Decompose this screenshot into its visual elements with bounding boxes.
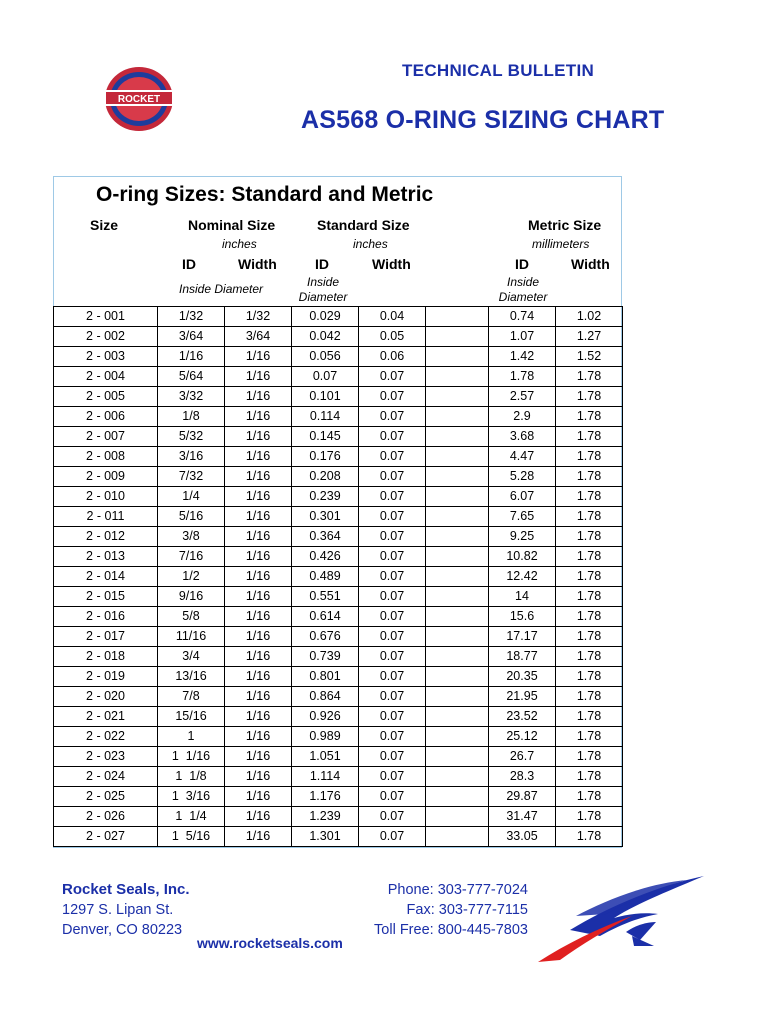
cell-size: 2 - 015 [54, 587, 158, 607]
cell-spacer [426, 647, 489, 667]
cell-metric-width: 1.78 [556, 807, 623, 827]
cell-nominal-id: 13/16 [158, 667, 225, 687]
table-row [54, 447, 623, 467]
cell-spacer [426, 827, 489, 847]
cell-metric-id: 6.07 [489, 487, 556, 507]
cell-spacer [426, 367, 489, 387]
cell-nominal-width: 1/16 [225, 647, 292, 667]
col-nominal-header: Nominal Size [188, 217, 276, 233]
table-row [54, 627, 623, 647]
table-row [54, 707, 623, 727]
cell-size: 2 - 011 [54, 507, 158, 527]
cell-nominal-id: 1 [158, 727, 225, 747]
cell-standard-width: 0.07 [359, 427, 426, 447]
cell-nominal-width: 1/16 [225, 607, 292, 627]
cell-spacer [426, 487, 489, 507]
cell-standard-width: 0.07 [359, 727, 426, 747]
cell-nominal-width: 1/16 [225, 787, 292, 807]
cell-metric-width: 1.78 [556, 667, 623, 687]
cell-nominal-id: 1/16 [158, 347, 225, 367]
table-row [54, 807, 623, 827]
cell-spacer [426, 347, 489, 367]
cell-metric-width: 1.78 [556, 427, 623, 447]
table-row [54, 587, 623, 607]
standard-width-header: Width [372, 256, 411, 272]
cell-size: 2 - 007 [54, 427, 158, 447]
table-row [54, 507, 623, 527]
cell-nominal-id: 1/8 [158, 407, 225, 427]
cell-metric-width: 1.78 [556, 567, 623, 587]
cell-nominal-id: 1 1/16 [158, 747, 225, 767]
table-row [54, 747, 623, 767]
cell-standard-width: 0.07 [359, 367, 426, 387]
cell-metric-width: 1.02 [556, 307, 623, 327]
cell-metric-id: 10.82 [489, 547, 556, 567]
cell-nominal-id: 3/4 [158, 647, 225, 667]
cell-nominal-width: 1/16 [225, 627, 292, 647]
cell-nominal-width: 1/16 [225, 767, 292, 787]
cell-metric-width: 1.27 [556, 327, 623, 347]
cell-standard-id: 0.864 [292, 687, 359, 707]
cell-metric-width: 1.78 [556, 687, 623, 707]
cell-nominal-width: 1/16 [225, 367, 292, 387]
cell-metric-id: 3.68 [489, 427, 556, 447]
cell-metric-id: 26.7 [489, 747, 556, 767]
cell-nominal-id: 3/32 [158, 387, 225, 407]
company-address [62, 880, 190, 940]
cell-standard-width: 0.07 [359, 667, 426, 687]
cell-spacer [426, 807, 489, 827]
cell-metric-width: 1.78 [556, 507, 623, 527]
cell-metric-id: 0.74 [489, 307, 556, 327]
cell-nominal-id: 7/8 [158, 687, 225, 707]
cell-metric-width: 1.78 [556, 487, 623, 507]
cell-metric-width: 1.78 [556, 647, 623, 667]
cell-metric-width: 1.78 [556, 707, 623, 727]
cell-standard-id: 0.176 [292, 447, 359, 467]
table-row [54, 827, 623, 847]
cell-standard-id: 1.176 [292, 787, 359, 807]
cell-standard-id: 0.739 [292, 647, 359, 667]
cell-metric-width: 1.78 [556, 607, 623, 627]
cell-standard-width: 0.07 [359, 587, 426, 607]
cell-nominal-id: 1 1/4 [158, 807, 225, 827]
cell-standard-width: 0.07 [359, 647, 426, 667]
cell-size: 2 - 006 [54, 407, 158, 427]
cell-standard-id: 0.614 [292, 607, 359, 627]
table-row [54, 727, 623, 747]
cell-nominal-width: 1/16 [225, 427, 292, 447]
cell-nominal-width: 1/16 [225, 827, 292, 847]
cell-nominal-width: 1/16 [225, 507, 292, 527]
cell-size: 2 - 014 [54, 567, 158, 587]
cell-metric-width: 1.78 [556, 367, 623, 387]
cell-standard-width: 0.07 [359, 447, 426, 467]
cell-size: 2 - 001 [54, 307, 158, 327]
table-row [54, 387, 623, 407]
cell-metric-width: 1.78 [556, 787, 623, 807]
cell-nominal-width: 1/16 [225, 667, 292, 687]
cell-size: 2 - 010 [54, 487, 158, 507]
col-size-header: Size [90, 217, 119, 233]
cell-metric-id: 4.47 [489, 447, 556, 467]
cell-spacer [426, 527, 489, 547]
cell-standard-width: 0.07 [359, 547, 426, 567]
cell-standard-width: 0.07 [359, 487, 426, 507]
cell-metric-id: 33.05 [489, 827, 556, 847]
cell-metric-width: 1.78 [556, 747, 623, 767]
cell-nominal-id: 5/32 [158, 427, 225, 447]
cell-size: 2 - 009 [54, 467, 158, 487]
cell-metric-id: 17.17 [489, 627, 556, 647]
cell-standard-width: 0.07 [359, 627, 426, 647]
cell-standard-id: 0.426 [292, 547, 359, 567]
cell-nominal-width: 1/16 [225, 687, 292, 707]
cell-standard-width: 0.07 [359, 467, 426, 487]
cell-metric-width: 1.78 [556, 827, 623, 847]
tollfree-number: Toll Free: 800-445-7803 [374, 922, 528, 938]
cell-nominal-width: 3/64 [225, 327, 292, 347]
cell-size: 2 - 018 [54, 647, 158, 667]
cell-nominal-width: 1/16 [225, 347, 292, 367]
cell-metric-width: 1.78 [556, 587, 623, 607]
cell-nominal-width: 1/16 [225, 407, 292, 427]
cell-standard-width: 0.06 [359, 347, 426, 367]
cell-standard-id: 0.489 [292, 567, 359, 587]
cell-metric-id: 23.52 [489, 707, 556, 727]
cell-nominal-width: 1/32 [225, 307, 292, 327]
cell-spacer [426, 767, 489, 787]
cell-standard-width: 0.07 [359, 827, 426, 847]
cell-size: 2 - 024 [54, 767, 158, 787]
cell-nominal-width: 1/16 [225, 587, 292, 607]
cell-nominal-id: 7/16 [158, 547, 225, 567]
nominal-id-header: ID [182, 256, 196, 272]
cell-spacer [426, 307, 489, 327]
cell-standard-id: 0.926 [292, 707, 359, 727]
cell-standard-id: 0.208 [292, 467, 359, 487]
table-row [54, 647, 623, 667]
cell-standard-id: 0.114 [292, 407, 359, 427]
cell-spacer [426, 447, 489, 467]
cell-nominal-id: 5/16 [158, 507, 225, 527]
table-heading: O-ring Sizes: Standard and Metric [96, 183, 434, 206]
cell-spacer [426, 387, 489, 407]
table-row [54, 527, 623, 547]
cell-spacer [426, 787, 489, 807]
cell-spacer [426, 667, 489, 687]
cell-metric-id: 2.9 [489, 407, 556, 427]
contact-numbers [330, 880, 528, 940]
table-row [54, 467, 623, 487]
cell-standard-id: 1.239 [292, 807, 359, 827]
cell-standard-id: 0.551 [292, 587, 359, 607]
table-row [54, 567, 623, 587]
cell-nominal-width: 1/16 [225, 747, 292, 767]
cell-standard-width: 0.07 [359, 407, 426, 427]
table-row [54, 487, 623, 507]
cell-spacer [426, 607, 489, 627]
cell-nominal-id: 9/16 [158, 587, 225, 607]
metric-units: millimeters [532, 237, 590, 251]
cell-nominal-width: 1/16 [225, 447, 292, 467]
cell-spacer [426, 727, 489, 747]
nominal-inside-diameter: Inside Diameter [179, 282, 264, 296]
table-row [54, 767, 623, 787]
cell-size: 2 - 016 [54, 607, 158, 627]
cell-metric-width: 1.78 [556, 547, 623, 567]
standard-inside-diameter: Inside Diameter [298, 275, 348, 304]
table-row [54, 367, 623, 387]
cell-standard-width: 0.07 [359, 507, 426, 527]
cell-size: 2 - 019 [54, 667, 158, 687]
cell-standard-width: 0.07 [359, 687, 426, 707]
table-row [54, 607, 623, 627]
cell-standard-id: 0.801 [292, 667, 359, 687]
cell-standard-id: 0.042 [292, 327, 359, 347]
table-row [54, 327, 623, 347]
cell-size: 2 - 008 [54, 447, 158, 467]
cell-nominal-width: 1/16 [225, 387, 292, 407]
table-row [54, 687, 623, 707]
cell-nominal-id: 1 5/16 [158, 827, 225, 847]
cell-nominal-width: 1/16 [225, 547, 292, 567]
col-metric-header: Metric Size [528, 217, 602, 233]
cell-size: 2 - 002 [54, 327, 158, 347]
cell-standard-id: 1.114 [292, 767, 359, 787]
table-row [54, 347, 623, 367]
cell-spacer [426, 567, 489, 587]
cell-spacer [426, 547, 489, 567]
cell-nominal-id: 11/16 [158, 627, 225, 647]
table-row [54, 427, 623, 447]
cell-spacer [426, 427, 489, 447]
metric-inside-diameter: Inside Diameter [498, 275, 548, 304]
rocket-swoosh-icon [536, 874, 706, 964]
cell-standard-id: 0.364 [292, 527, 359, 547]
sizing-table [53, 306, 623, 847]
cell-nominal-width: 1/16 [225, 487, 292, 507]
cell-size: 2 - 023 [54, 747, 158, 767]
cell-size: 2 - 025 [54, 787, 158, 807]
cell-metric-id: 25.12 [489, 727, 556, 747]
standard-units: inches [353, 237, 388, 251]
cell-metric-id: 5.28 [489, 467, 556, 487]
cell-standard-width: 0.07 [359, 567, 426, 587]
cell-spacer [426, 747, 489, 767]
cell-standard-id: 0.301 [292, 507, 359, 527]
cell-nominal-width: 1/16 [225, 527, 292, 547]
cell-standard-width: 0.07 [359, 607, 426, 627]
cell-metric-id: 29.87 [489, 787, 556, 807]
cell-standard-width: 0.07 [359, 387, 426, 407]
cell-size: 2 - 004 [54, 367, 158, 387]
cell-standard-id: 0.239 [292, 487, 359, 507]
phone-number: Phone: 303-777-7024 [387, 882, 528, 898]
cell-metric-id: 21.95 [489, 687, 556, 707]
cell-nominal-id: 3/64 [158, 327, 225, 347]
chart-title: AS568 O-RING SIZING CHART [301, 106, 665, 134]
cell-standard-width: 0.07 [359, 527, 426, 547]
fax-number: Fax: 303-777-7115 [406, 902, 528, 918]
cell-metric-id: 14 [489, 587, 556, 607]
cell-standard-width: 0.04 [359, 307, 426, 327]
cell-nominal-id: 1/4 [158, 487, 225, 507]
company-name: Rocket Seals, Inc. [62, 881, 190, 898]
cell-nominal-id: 3/8 [158, 527, 225, 547]
nominal-units: inches [222, 237, 257, 251]
cell-metric-width: 1.78 [556, 407, 623, 427]
cell-metric-id: 9.25 [489, 527, 556, 547]
col-standard-header: Standard Size [317, 217, 410, 233]
cell-size: 2 - 026 [54, 807, 158, 827]
cell-metric-id: 18.77 [489, 647, 556, 667]
cell-metric-id: 31.47 [489, 807, 556, 827]
cell-spacer [426, 327, 489, 347]
cell-standard-id: 0.676 [292, 627, 359, 647]
cell-spacer [426, 627, 489, 647]
cell-standard-width: 0.07 [359, 707, 426, 727]
cell-standard-width: 0.05 [359, 327, 426, 347]
cell-nominal-width: 1/16 [225, 467, 292, 487]
cell-size: 2 - 005 [54, 387, 158, 407]
cell-metric-id: 12.42 [489, 567, 556, 587]
cell-standard-width: 0.07 [359, 787, 426, 807]
cell-metric-width: 1.78 [556, 387, 623, 407]
cell-standard-id: 1.051 [292, 747, 359, 767]
cell-standard-width: 0.07 [359, 747, 426, 767]
cell-standard-id: 0.989 [292, 727, 359, 747]
cell-metric-width: 1.78 [556, 527, 623, 547]
cell-nominal-id: 15/16 [158, 707, 225, 727]
table-row [54, 667, 623, 687]
cell-nominal-width: 1/16 [225, 567, 292, 587]
cell-metric-id: 15.6 [489, 607, 556, 627]
cell-size: 2 - 027 [54, 827, 158, 847]
cell-spacer [426, 587, 489, 607]
cell-metric-id: 20.35 [489, 667, 556, 687]
cell-nominal-id: 7/32 [158, 467, 225, 487]
cell-nominal-width: 1/16 [225, 807, 292, 827]
cell-standard-width: 0.07 [359, 807, 426, 827]
cell-size: 2 - 013 [54, 547, 158, 567]
cell-nominal-width: 1/16 [225, 707, 292, 727]
cell-size: 2 - 022 [54, 727, 158, 747]
cell-metric-width: 1.78 [556, 627, 623, 647]
cell-standard-id: 0.07 [292, 367, 359, 387]
cell-standard-id: 0.029 [292, 307, 359, 327]
cell-nominal-id: 1 1/8 [158, 767, 225, 787]
cell-standard-width: 0.07 [359, 767, 426, 787]
cell-metric-width: 1.78 [556, 767, 623, 787]
cell-nominal-width: 1/16 [225, 727, 292, 747]
cell-standard-id: 0.056 [292, 347, 359, 367]
cell-nominal-id: 5/8 [158, 607, 225, 627]
cell-metric-width: 1.52 [556, 347, 623, 367]
cell-spacer [426, 407, 489, 427]
cell-metric-width: 1.78 [556, 727, 623, 747]
cell-metric-id: 1.42 [489, 347, 556, 367]
cell-size: 2 - 021 [54, 707, 158, 727]
metric-id-header: ID [515, 256, 529, 272]
cell-standard-id: 0.145 [292, 427, 359, 447]
cell-nominal-id: 1 3/16 [158, 787, 225, 807]
cell-size: 2 - 017 [54, 627, 158, 647]
nominal-width-header: Width [238, 256, 277, 272]
cell-spacer [426, 507, 489, 527]
standard-id-header: ID [315, 256, 329, 272]
cell-standard-id: 1.301 [292, 827, 359, 847]
cell-metric-id: 7.65 [489, 507, 556, 527]
cell-spacer [426, 687, 489, 707]
bulletin-label: TECHNICAL BULLETIN [402, 61, 595, 80]
cell-metric-id: 1.07 [489, 327, 556, 347]
table-row [54, 407, 623, 427]
website-link[interactable]: www.rocketseals.com [197, 935, 343, 951]
street-address: 1297 S. Lipan St. [62, 902, 174, 918]
metric-width-header: Width [571, 256, 610, 272]
cell-metric-width: 1.78 [556, 467, 623, 487]
cell-nominal-id: 1/32 [158, 307, 225, 327]
cell-nominal-id: 1/2 [158, 567, 225, 587]
cell-spacer [426, 707, 489, 727]
cell-metric-id: 2.57 [489, 387, 556, 407]
cell-size: 2 - 020 [54, 687, 158, 707]
city-address: Denver, CO 80223 [62, 922, 183, 938]
rocket-logo [104, 66, 174, 132]
table-row [54, 307, 623, 327]
cell-metric-width: 1.78 [556, 447, 623, 467]
table-row [54, 787, 623, 807]
cell-metric-id: 28.3 [489, 767, 556, 787]
cell-size: 2 - 003 [54, 347, 158, 367]
cell-nominal-id: 3/16 [158, 447, 225, 467]
cell-standard-id: 0.101 [292, 387, 359, 407]
cell-nominal-id: 5/64 [158, 367, 225, 387]
cell-size: 2 - 012 [54, 527, 158, 547]
cell-spacer [426, 467, 489, 487]
cell-metric-id: 1.78 [489, 367, 556, 387]
table-row [54, 547, 623, 567]
logo-text: ROCKET [117, 94, 161, 105]
